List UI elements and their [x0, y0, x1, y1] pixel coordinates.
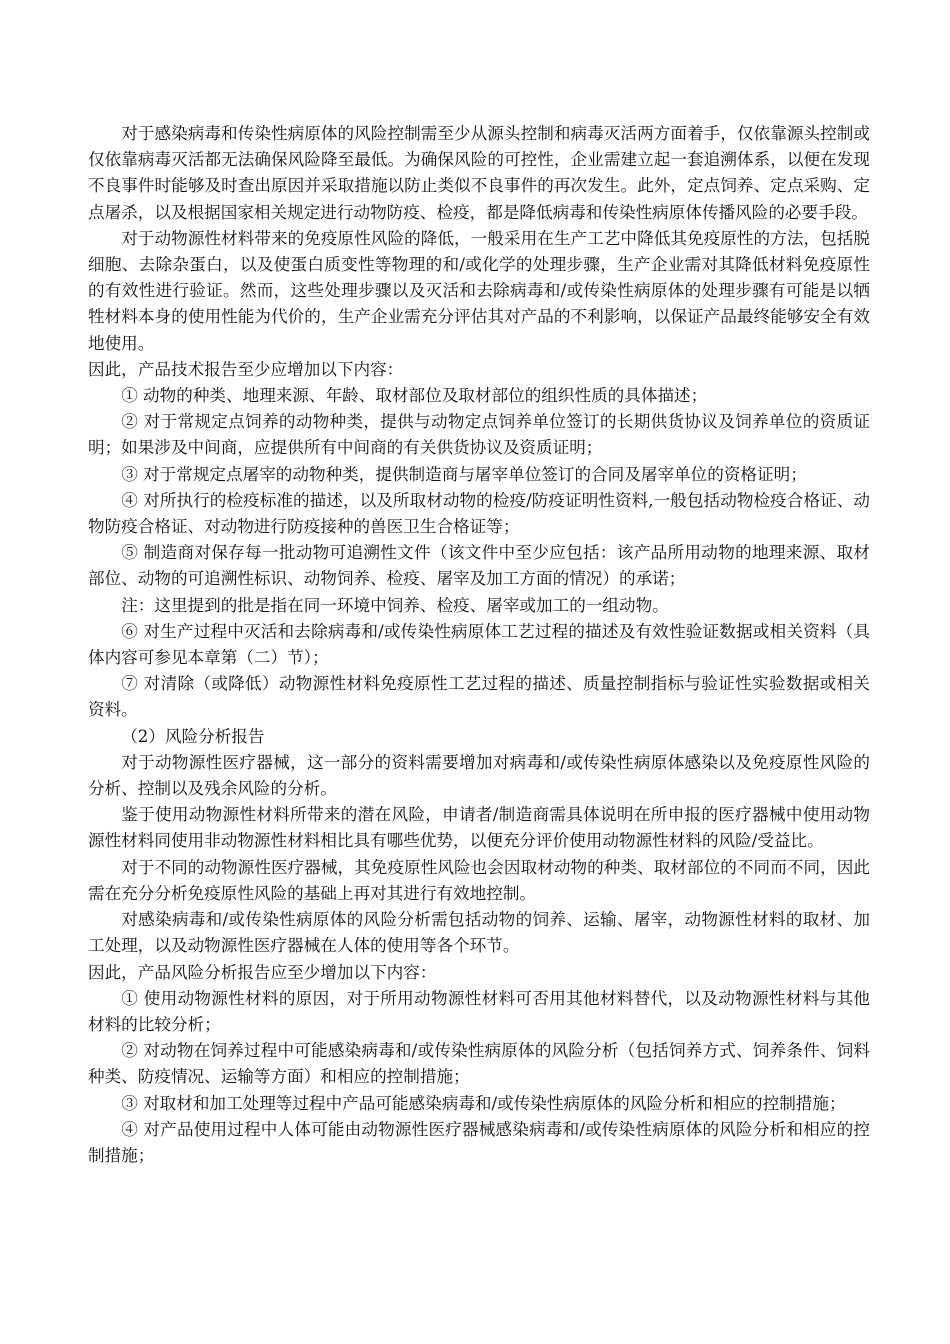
- paragraph-risk-report-lead: 因此，产品风险分析报告应至少增加以下内容：: [88, 962, 437, 982]
- list-item-tech-7: ⑦ 对清除（或降低）动物源性材料免疫原性工艺过程的描述、质量控制指标与验证性实验数据或相关资料。: [88, 674, 870, 720]
- list-item-risk-4: ④ 对产品使用过程中人体可能由动物源性医疗器械感染病毒和/或传染性病原体的风险分析和相应的控制措施；: [88, 1119, 870, 1165]
- list-item-tech-6: ⑥ 对生产过程中灭活和去除病毒和/或传染性病原体工艺过程的描述及有效性验证数据或相关资料（具体内容可参见本章第（二）节）；: [88, 621, 870, 668]
- list-item-risk-2: ② 对动物在饲养过程中可能感染病毒和/或传染性病原体的风险分析（包括饲养方式、饲养条件、饲料种类、防疫情况、运输等方面）和相应的控制措施；: [88, 1041, 870, 1087]
- note-batch-definition: 注：这里提到的批是指在同一环境中饲养、检疫、屠宰或加工的一组动物。: [121, 595, 669, 615]
- section-heading-risk-report: （2）风险分析报告: [121, 726, 265, 746]
- list-item-tech-3: ③ 对于常规定点屠宰的动物种类，提供制造商与屠宰单位签订的合同及屠宰单位的资格证明；: [121, 464, 807, 484]
- list-item-risk-1: ① 使用动物源性材料的原因，对于所用动物源性材料可否用其他材料替代，以及动物源性材料与其他材料的比较分析；: [88, 988, 870, 1034]
- list-item-risk-3: ③ 对取材和加工处理等过程中产品可能感染病毒和/或传染性病原体的风险分析和相应的控制措施；: [121, 1093, 846, 1113]
- list-item-tech-4: ④ 对所执行的检疫标准的描述，以及所取材动物的检疫/防疫证明性资料,一般包括动物检疫合格证、动物防疫合格证、对动物进行防疫接种的兽医卫生合格证等；: [88, 490, 870, 537]
- document-page: [88, 121, 870, 1169]
- list-item-tech-5: ⑤ 制造商对保存每一批动物可追溯性文件（该文件中至少应包括：该产品所用动物的地理来源、取材部位、动物的可追溯性标识、动物饲养、检疫、屠宰及加工方面的情况）的承诺；: [88, 543, 870, 589]
- list-item-tech-2: ② 对于常规定点饲养的动物种类，提供与动物定点饲养单位签订的长期供货协议及饲养单位的资质证明；如果涉及中间商，应提供所有中间商的有关供货协议及资质证明；: [88, 412, 870, 458]
- paragraph-immunogenicity-reduction: 对于动物源性材料带来的免疫原性风险的降低，一般采用在生产工艺中降低其免疫原性的方法，包括脱细胞、去除杂蛋白，以及使蛋白质变性等物理的和/或化学的处理步骤，生产企业需对其降低材料免疫原性的有效性进行验证。然而，这些处理步骤以及灭活和去除病毒和/或传染性病原体的处理步骤有可能是以牺牲材料本身的使用性能为代价的，生产企业需充分评估其对产品的不利影响，以保证产品最终能够安全有效地使用。: [88, 228, 870, 353]
- paragraph-tech-report-lead: 因此，产品技术报告至少应增加以下内容：: [88, 359, 404, 379]
- paragraph-infection-risk-scope: 对感染病毒和/或传染性病原体的风险分析需包括动物的饲养、运输、屠宰，动物源性材料的取材、加工处理，以及动物源性医疗器械在人体的使用等各个环节。: [88, 910, 870, 956]
- paragraph-risk-report-intro: 对于动物源性医疗器械，这一部分的资料需要增加对病毒和/或传染性病原体感染以及免疫原性风险的分析、控制以及残余风险的分析。: [88, 752, 870, 799]
- paragraph-risk-benefit: 鉴于使用动物源性材料所带来的潜在风险，申请者/制造商需具体说明在所申报的医疗器械中使用动物源性材料同使用非动物源性材料相比具有哪些优势，以便充分评价使用动物源性材料的风险/受益比。: [88, 805, 870, 851]
- paragraph-risk-control-intro: 对于感染病毒和传染性病原体的风险控制需至少从源头控制和病毒灭活两方面着手，仅依靠源头控制或仅依靠病毒灭活都无法确保风险降至最低。为确保风险的可控性，企业需建立起一套追溯体系，以便在发现不良事件时能够及时查出原因并采取措施以防止类似不良事件的再次发生。此外，定点饲养、定点采购、定点屠杀，以及根据国家相关规定进行动物防疫、检疫，都是降低病毒和传染性病原体传播风险的必要手段。: [88, 124, 870, 222]
- list-item-tech-1: ① 动物的种类、地理来源、年龄、取材部位及取材部位的组织性质的具体描述；: [121, 386, 708, 406]
- paragraph-immunogenicity-risk: 对于不同的动物源性医疗器械，其免疫原性风险也会因取材动物的种类、取材部位的不同而不同，因此需在充分分析免疫原性风险的基础上再对其进行有效地控制。: [88, 857, 870, 903]
